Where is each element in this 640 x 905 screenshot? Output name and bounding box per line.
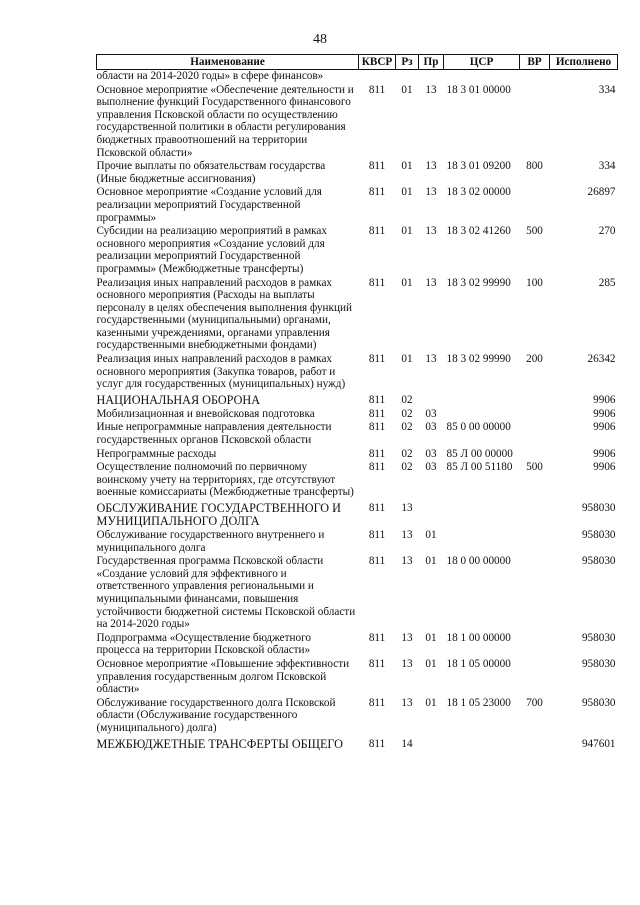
header-csr: ЦСР [444, 55, 520, 70]
cell-vr: 500 [526, 225, 543, 238]
cell-name: Основное мероприятие «Повышение эффективности управления государственным долгом Псковской области» [96, 657, 350, 696]
cell-vr: 800 [526, 160, 543, 173]
cell-name: Основное мероприятие «Создание условий для реализации мероприятий Государственной программы» [96, 186, 322, 224]
page-number: 48 [313, 32, 327, 47]
cell-name: Мобилизационная и вневойсковая подготовка [96, 407, 315, 420]
table-header-row [97, 55, 618, 70]
cell-csr: 18 1 05 00000 [446, 657, 511, 670]
cell-csr: 18 3 02 99990 [446, 353, 511, 366]
cell-amount: 334 [598, 83, 616, 96]
cell-rz: 02 [401, 393, 413, 406]
cell-csr [444, 70, 520, 84]
cell-kvsr: 811 [368, 447, 386, 460]
cell-vr: 200 [526, 353, 543, 366]
cell-amount: 958030 [581, 502, 616, 514]
cell-pr [419, 70, 444, 84]
cell-csr [444, 529, 520, 555]
cell-kvsr: 811 [368, 657, 386, 670]
cell-vr [520, 448, 550, 462]
cell-name: Реализация иных направлений расходов в рамках основного мероприятия (Закупка товаров, работ и услуг для государственных (муниципальных) нужд) [96, 353, 346, 391]
cell-pr [419, 392, 444, 408]
cell-pr: 13 [425, 225, 437, 238]
cell-rz: 01 [401, 276, 413, 289]
cell-vr [520, 84, 550, 161]
cell-pr: 13 [425, 160, 437, 173]
cell-csr: 85 Л 00 51180 [446, 461, 513, 474]
cell-vr [520, 421, 550, 447]
cell-pr: 03 [425, 447, 437, 460]
cell-vr [520, 658, 550, 697]
table-row [97, 421, 618, 447]
table-row [97, 186, 618, 225]
cell-csr: 85 Л 00 00000 [446, 447, 513, 460]
cell-csr [444, 736, 520, 752]
header-pr: Пр [419, 55, 444, 70]
cell-rz: 02 [401, 421, 413, 434]
table-row [97, 658, 618, 697]
cell-csr: 18 3 01 00000 [446, 83, 511, 96]
cell-rz: 14 [401, 737, 413, 750]
cell-amount: 9906 [593, 461, 616, 474]
cell-kvsr: 811 [368, 186, 386, 199]
header-vr: ВР [520, 55, 550, 70]
cell-kvsr: 811 [368, 529, 386, 541]
cell-kvsr: 811 [368, 407, 386, 420]
cell-rz: 13 [401, 555, 413, 568]
cell-amount: 285 [598, 276, 616, 289]
cell-amount: 9906 [593, 393, 616, 406]
cell-vr [520, 408, 550, 422]
cell-csr: 18 1 00 00000 [446, 631, 511, 644]
cell-amount: 334 [598, 160, 616, 173]
cell-csr: 18 3 02 41260 [446, 225, 511, 238]
cell-kvsr: 811 [368, 276, 386, 289]
cell-pr: 13 [425, 186, 437, 199]
cell-vr: 700 [526, 696, 543, 709]
cell-pr [419, 736, 444, 752]
cell-kvsr: 811 [368, 393, 386, 406]
cell-kvsr: 811 [368, 353, 386, 366]
cell-amount: 9906 [593, 407, 616, 420]
cell-name: МЕЖБЮДЖЕТНЫЕ ТРАНСФЕРТЫ ОБЩЕГО [96, 736, 343, 751]
table-row [97, 392, 618, 408]
cell-kvsr: 811 [368, 160, 386, 173]
header-kvsr: КВСР [359, 55, 396, 70]
cell-pr [419, 500, 444, 529]
cell-amount: 958030 [581, 631, 616, 644]
cell-vr [520, 70, 550, 84]
cell-name: Основное мероприятие «Обеспечение деятельности и выполнение функций Государственного финансового управления Псковской области по осуществлению государственной политики в области регулирования бюджетных правоотношений на территории Псковской области» [96, 83, 354, 159]
cell-name: Непрограммные расходы [96, 447, 217, 460]
cell-rz: 01 [401, 225, 413, 238]
cell-amount: 958030 [581, 529, 616, 541]
cell-kvsr: 811 [368, 225, 386, 238]
cell-pr: 13 [425, 353, 437, 366]
cell-kvsr: 811 [368, 737, 386, 750]
cell-vr [520, 529, 550, 555]
cell-csr: 85 0 00 00000 [446, 421, 511, 434]
cell-amount: 9906 [593, 421, 616, 434]
table-row [97, 84, 618, 161]
table-row [97, 277, 618, 354]
cell-name: области на 2014-2020 годы» в сфере финансов» [96, 70, 324, 82]
cell-amount: 958030 [581, 657, 616, 670]
cell-vr: 100 [526, 276, 543, 289]
table-row [97, 448, 618, 462]
table-row [97, 353, 618, 392]
cell-name: Субсидии на реализацию мероприятий в рамках основного мероприятия «Создание условий для реализации мероприятий Государственной программы» (Межбюджетные трансферты) [96, 225, 327, 275]
table-row [97, 160, 618, 186]
cell-rz [396, 70, 419, 84]
cell-rz: 02 [401, 407, 413, 420]
cell-rz: 02 [401, 447, 413, 460]
cell-vr [520, 632, 550, 658]
cell-rz: 13 [401, 696, 413, 709]
cell-pr: 01 [425, 529, 437, 541]
cell-pr: 13 [425, 276, 437, 289]
cell-csr: 18 3 02 00000 [446, 186, 511, 199]
cell-amount: 9906 [593, 447, 616, 460]
budget-table [96, 54, 618, 752]
header-name: Наименование [97, 55, 359, 70]
table-body [97, 70, 618, 752]
cell-csr: 18 1 05 23000 [446, 696, 511, 709]
cell-kvsr: 811 [368, 696, 386, 709]
cell-vr [520, 392, 550, 408]
cell-rz: 01 [401, 186, 413, 199]
table-row [97, 225, 618, 276]
cell-kvsr: 811 [368, 631, 386, 644]
cell-pr: 13 [425, 83, 437, 96]
table-row [97, 408, 618, 422]
cell-name: Обслуживание государственного внутреннего и муниципального долга [96, 529, 325, 554]
cell-name: Иные непрограммные направления деятельности государственных органов Псковской области [96, 421, 332, 447]
cell-kvsr: 811 [368, 461, 386, 474]
cell-rz: 13 [401, 502, 413, 514]
table-row [97, 461, 618, 500]
table-row [97, 555, 618, 632]
cell-rz: 13 [401, 529, 413, 541]
cell-amount: 947601 [581, 737, 616, 750]
cell-name: Подпрограмма «Осуществление бюджетного процесса на территории Псковской области» [96, 631, 312, 657]
cell-name: Государственная программа Псковской области «Создание условий для эффективного и ответственного управления региональными и муниципальными финансами, повышения устойчивости бюджетной системы Псковской области на 2014-2020 годы» [96, 555, 356, 631]
cell-kvsr [359, 70, 396, 84]
table-row [97, 500, 618, 529]
cell-kvsr: 811 [368, 83, 386, 96]
table-row [97, 632, 618, 658]
cell-vr [520, 736, 550, 752]
cell-rz: 02 [401, 461, 413, 474]
cell-name: ОБСЛУЖИВАНИЕ ГОСУДАРСТВЕННОГО И МУНИЦИПАЛЬНОГО ДОЛГА [96, 501, 341, 528]
cell-csr: 18 0 00 00000 [446, 555, 511, 568]
cell-pr: 03 [425, 461, 437, 474]
cell-kvsr: 811 [368, 502, 386, 514]
cell-vr [520, 555, 550, 632]
cell-rz: 13 [401, 631, 413, 644]
cell-kvsr: 811 [368, 555, 386, 568]
cell-csr [444, 392, 520, 408]
cell-kvsr: 811 [368, 421, 386, 434]
cell-rz: 01 [401, 160, 413, 173]
cell-rz: 01 [401, 353, 413, 366]
table-row [97, 529, 618, 555]
table-row [97, 70, 618, 84]
table-row [97, 697, 618, 736]
cell-pr: 01 [425, 657, 437, 670]
cell-pr: 03 [425, 407, 437, 420]
cell-amount: 958030 [581, 696, 616, 709]
cell-pr: 03 [425, 421, 437, 434]
cell-name: Обслуживание государственного долга Псковской области (Обслуживание государственного (муниципального) долга) [96, 696, 336, 734]
cell-name: Реализация иных направлений расходов в рамках основного мероприятия (Расходы на выплаты персоналу в целях обеспечения выполнения функций государственными (муниципальными) органами, казенными учреждениями, органами управления государственными внебюджетными фондами) [96, 276, 352, 352]
cell-vr [520, 186, 550, 225]
cell-amount: 26897 [587, 186, 616, 199]
cell-csr: 18 3 01 09200 [446, 160, 511, 173]
cell-amount: 958030 [581, 555, 616, 568]
header-rz: Рз [396, 55, 419, 70]
cell-amount [550, 70, 618, 84]
cell-pr: 01 [425, 631, 437, 644]
cell-csr [444, 408, 520, 422]
cell-csr [444, 500, 520, 529]
cell-name: Прочие выплаты по обязательствам государства (Иные бюджетные ассигнования) [96, 160, 326, 185]
cell-vr [520, 500, 550, 529]
cell-name: Осуществление полномочий по первичному воинскому учету на территориях, где отсутствуют военные комиссариаты (Межбюджетные трансферты) [96, 461, 354, 499]
cell-vr: 500 [526, 461, 543, 474]
cell-rz: 01 [401, 83, 413, 96]
cell-amount: 26342 [587, 353, 616, 366]
cell-pr: 01 [425, 555, 437, 568]
cell-pr: 01 [425, 696, 437, 709]
cell-rz: 13 [401, 657, 413, 670]
header-isp: Исполнено [550, 55, 618, 70]
table-row [97, 736, 618, 752]
cell-csr: 18 3 02 99990 [446, 276, 511, 289]
cell-amount: 270 [598, 225, 616, 238]
cell-name: НАЦИОНАЛЬНАЯ ОБОРОНА [96, 392, 261, 407]
